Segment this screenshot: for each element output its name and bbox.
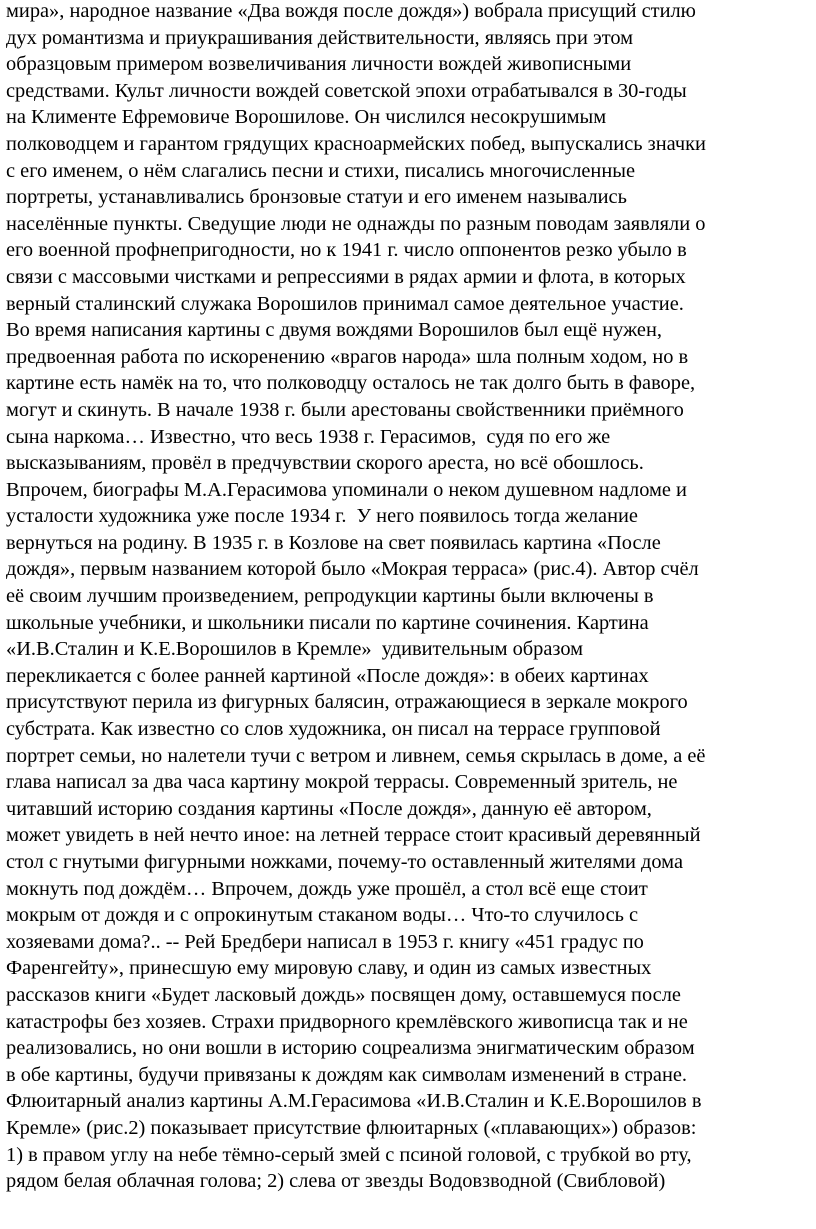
text-line: школьные учебники, и школьники писали по картине сочинения. Картина bbox=[6, 611, 649, 634]
text-line: населённые пункты. Сведущие люди не однажды по разным поводам заявляли о bbox=[6, 212, 706, 235]
text-line: портреты, устанавливались бронзовые статуи и его именем назывались bbox=[6, 186, 627, 209]
text-line: мокрым от дождя и с опрокинутым стаканом воды… Что-то случилось с bbox=[6, 904, 639, 927]
text-line: мокнуть под дождём… Впрочем, дождь уже прошёл, а стол всё еще стоит bbox=[6, 877, 648, 900]
text-line: его военной профнепригодности, но к 1941 г. число оппонентов резко убыло в bbox=[6, 239, 687, 262]
text-line: портрет семьи, но налетели тучи с ветром и ливнем, семья скрылась в доме, а её bbox=[6, 744, 706, 767]
text-line: картине есть намёк на то, что полководцу осталось не так долго быть в фаворе, bbox=[6, 372, 696, 395]
text-line: связи с массовыми чистками и репрессиями в рядах армии и флота, в которых bbox=[6, 265, 686, 288]
text-line: стол с гнутыми фигурными ножками, почему-то оставленный жителями дома bbox=[6, 851, 684, 873]
text-line: высказываниям, провёл в предчувствии скорого ареста, но всё обошлось. bbox=[6, 452, 644, 475]
text-line: Фаренгейту», принесшую ему мировую славу, и один из самых известных bbox=[6, 957, 652, 980]
text-line: реализовались, но они вошли в историю соцреализма энигматическим образом bbox=[6, 1037, 695, 1060]
text-line: присутствуют перила из фигурных балясин, отражающиеся в зеркале мокрого bbox=[6, 691, 688, 714]
text-line: глава написал за два часа картину мокрой террасы. Современный зритель, не bbox=[6, 771, 678, 794]
text-line: могут и скинуть. В начале 1938 г. были арестованы свойственники приёмного bbox=[6, 398, 684, 421]
text-line: средствами. Культ личности вождей советской эпохи отрабатывался в 30-годы bbox=[6, 79, 687, 102]
text-line: может увидеть в ней нечто иное: на летней террасе стоит красивый деревянный bbox=[6, 824, 701, 847]
text-line: дождя», первым названием которой было «Мокрая терраса» (рис.4). Автор счёл bbox=[6, 558, 699, 581]
text-line: субстрата. Как известно со слов художника, он писал на террасе групповой bbox=[6, 718, 661, 741]
text-line: её своим лучшим произведением, репродукции картины были включены в bbox=[6, 585, 654, 608]
text-line: мира», народное название «Два вождя после дождя») вобрала присущий стилю bbox=[6, 0, 696, 22]
text-line: верный сталинский служака Ворошилов принимал самое деятельное участие. bbox=[6, 292, 684, 315]
text-line: Во время написания картины с двумя вождями Ворошилов был ещё нужен, bbox=[6, 319, 662, 342]
text-line: перекликается с более ранней картиной «После дождя»: в обеих картинах bbox=[6, 664, 649, 687]
text-line: усталости художника уже после 1934 г. У него появилось тогда желание bbox=[6, 505, 638, 528]
text-line: с его именем, о нём слагались песни и стихи, писались многочисленные bbox=[6, 159, 636, 182]
text-line: сына наркома… Известно, что весь 1938 г. Герасимов, судя по его же bbox=[6, 425, 611, 448]
text-line: дух романтизма и приукрашивания действительности, являясь при этом bbox=[6, 26, 634, 49]
text-line: Флюитарный анализ картины А.М.Герасимова «И.В.Сталин и К.Е.Ворошилов в bbox=[6, 1090, 702, 1113]
text-line: «И.В.Сталин и К.Е.Ворошилов в Кремле» удивительным образом bbox=[6, 638, 584, 661]
text-line: рассказов книги «Будет ласковый дождь» посвящен дому, оставшемуся после bbox=[6, 983, 681, 1006]
text-line: полководцем и гарантом грядущих красноармейских побед, выпускались значки bbox=[6, 132, 706, 155]
text-line: предвоенная работа по искоренению «врагов народа» шла полным ходом, но в bbox=[6, 345, 689, 368]
text-line: хозяевами дома?.. -- Рей Бредбери написал в 1953 г. книгу «451 градус по bbox=[6, 930, 644, 953]
text-line: вернуться на родину. В 1935 г. в Козлове на свет появилась картина «После bbox=[6, 531, 661, 554]
text-line: рядом белая облачная голова; 2) слева от звезды Водовзводной (Свибловой) bbox=[6, 1170, 666, 1193]
text-line: на Клименте Ефремовиче Ворошилове. Он числился несокрушимым bbox=[6, 106, 607, 129]
text-line: Впрочем, биографы М.А.Герасимова упоминали о неком душевном надломе и bbox=[6, 478, 687, 501]
text-line: 1) в правом углу на небе тёмно-серый змей с псиной головой, с трубкой во рту, bbox=[6, 1143, 692, 1166]
text-line: читавший историю создания картины «После дождя», данную её автором, bbox=[6, 797, 652, 820]
text-line: в обе картины, будучи привязаны к дождям как символам изменений в стране. bbox=[6, 1063, 688, 1086]
text-line: Кремле» (рис.2) показывает присутствие флюитарных («плавающих») образов: bbox=[6, 1116, 697, 1139]
body-text bbox=[6, 0, 816, 1195]
text-line: катастрофы без хозяев. Страхи придворного кремлёвского живописца так и не bbox=[6, 1010, 688, 1033]
text-line: образцовым примером возвеличивания личности вождей живописными bbox=[6, 53, 632, 76]
